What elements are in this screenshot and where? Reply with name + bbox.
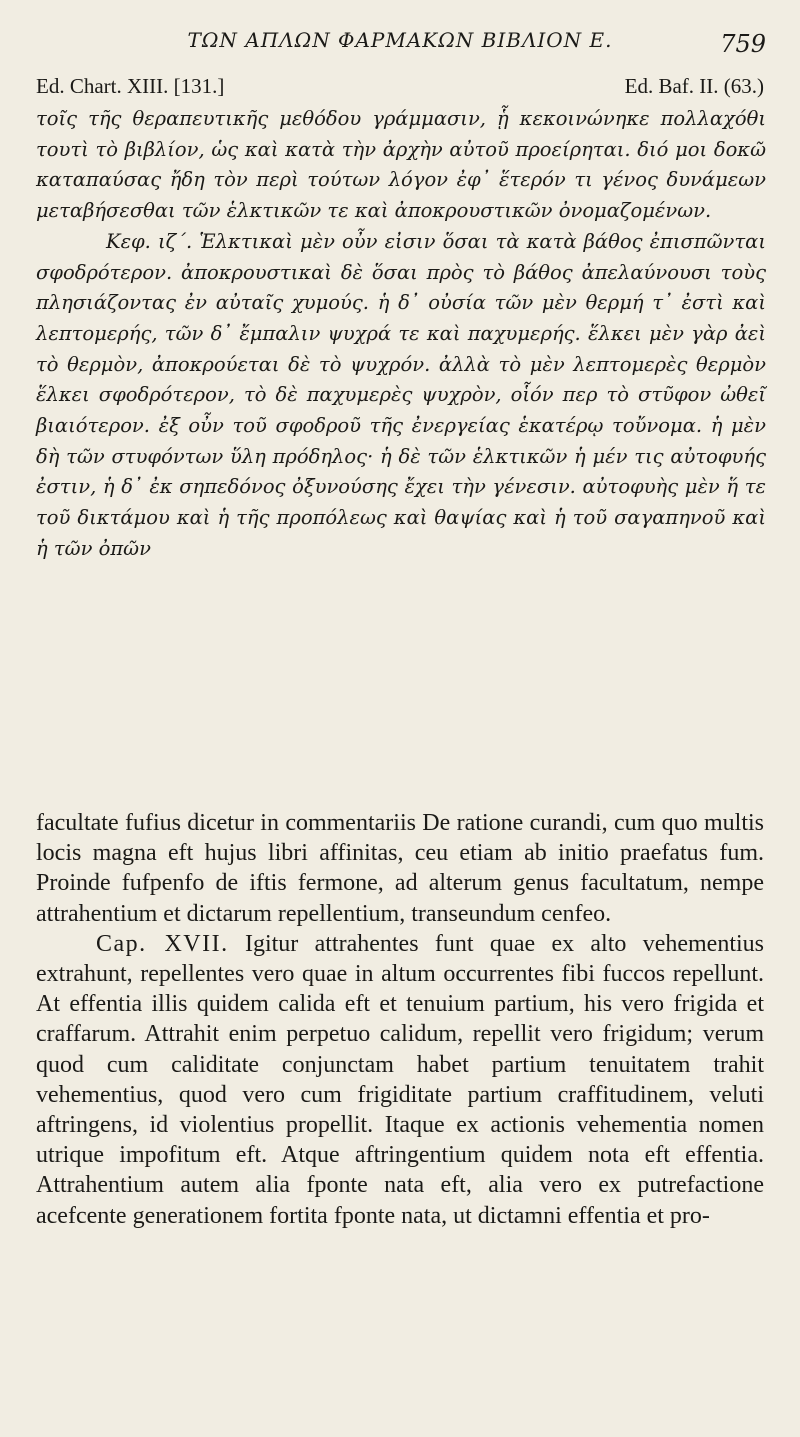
edition-references xyxy=(36,74,764,99)
running-title: ΤΩΝ ΑΠΛΩΝ ΦΑΡΜΑΚΩΝ ΒΙΒΛΙΟΝ Ε. xyxy=(187,28,613,52)
latin-paragraph-2-text: Igitur attrahentes funt quae ex alto vehementius extrahunt, repellentes vero quae in altum occurrentes fibi fuccos repellunt. At effentia illis quidem calida eft et tenuium partium, his vero frigida et craffarum. Attrahit enim perpetuo calidum, repellit vero frigidum; verum quod cum caliditate conjunctam habet partium tenuitatem trahit vehementius, quod vero cum frigiditate partium craffitudinem, veluti aftringens, id violentius propellit. Itaque ex actionis vehementia nomen utrique impofitum eft. Atque aftringentium quidem nota eft effentia. Attrahentium autem alia fponte nata eft, alia vero ex putrefactione acefcente generationem fortita fponte nata, ut dictamni effentia et pro- xyxy=(36,930,765,1229)
greek-text xyxy=(36,104,766,565)
edition-ref-basel: Ed. Baf. II. (63.) xyxy=(624,74,764,98)
latin-paragraph-2 xyxy=(36,929,764,1231)
greek-paragraph-2-text: Ἑλκτικαὶ μὲν οὖν εἰσιν ὅσαι τὰ κατὰ βάθος ἐπισπῶνται σφοδρότερον. ἀποκρουστικαὶ δὲ ὅσαι πρὸς τὸ βάθος ἀπελαύνουσι τοὺς πλησιάζοντας ἐν αὐταῖς χυμούς. ἡ δ᾽ οὐσία τῶν μὲν θερμή τ᾽ ἐστὶ καὶ λεπτομερής, τῶν δ᾽ ἔμπαλιν ψυχρά τε καὶ παχυμερής. ἕλκει μὲν γὰρ ἀεὶ τὸ θερμὸν, ἀποκρούεται δὲ τὸ ψυχρόν. ἀλλὰ τὸ μὲν λεπτομερὲς θερμὸν ἕλκει σφοδρότερον, τὸ δὲ παχυμερὲς ψυχρὸν, οἷόν περ τὸ στῦφον ὠθεῖ βιαιότερον. ἐξ οὖν τοῦ σφοδροῦ τῆς ἐνεργείας ἑκατέρῳ τοὔνομα. ἡ μὲν δὴ τῶν στυφόντων ὕλη πρόδηλος· ἡ δὲ τῶν ἑλκτικῶν ἡ μέν τις αὐτοφυής ἐστιν, ἡ δ᾽ ἐκ σηπεδόνος ὀξυνούσης ἔχει τὴν γένεσιν. αὐτοφυὴς μὲν ἥ τε τοῦ δικτάμου καὶ ἡ τῆς προπόλεως καὶ θαψίας καὶ ἡ τοῦ σαγαπηνοῦ καὶ ἡ τῶν ὀπῶν xyxy=(36,229,766,560)
greek-chapter-label: Κεφ. ιζ΄. xyxy=(106,229,193,253)
page-number: 759 xyxy=(720,30,766,58)
greek-paragraph-1: τοῖς τῆς θεραπευτικῆς μεθόδου γράμμασιν, ᾗ κεκοινώνηκε πολλαχόθι τουτὶ τὸ βιβλίον, ὡς καὶ κατὰ τὴν ἀρχὴν αὐτοῦ προείρηται. διό μοι δοκῶ καταπαύσας ἤδη τὸν περὶ τούτων λόγον ἐφ᾽ ἕτερόν τι γένος δυνάμεων μεταβήσεσθαι τῶν ἑλκτικῶν τε καὶ ἀποκρουστικῶν ὀνομαζομένων. xyxy=(36,107,766,223)
latin-chapter-label: Cap. XVII. xyxy=(96,930,229,957)
edition-ref-chartier: Ed. Chart. XIII. [131.] xyxy=(36,74,225,98)
latin-text xyxy=(36,808,764,1231)
greek-paragraph-2 xyxy=(36,227,766,565)
latin-paragraph-1: facultate fufius dicetur in commentariis De ratione curandi, cum quo multis locis magna eft hujus libri affinitas, ceu etiam ab initio praefatus fum. Proinde fufpenfo de iftis fermone, ad alterum genus facultatum, nempe attrahentium et dictarum repellentium, transeundum cenfeo. xyxy=(36,810,764,927)
